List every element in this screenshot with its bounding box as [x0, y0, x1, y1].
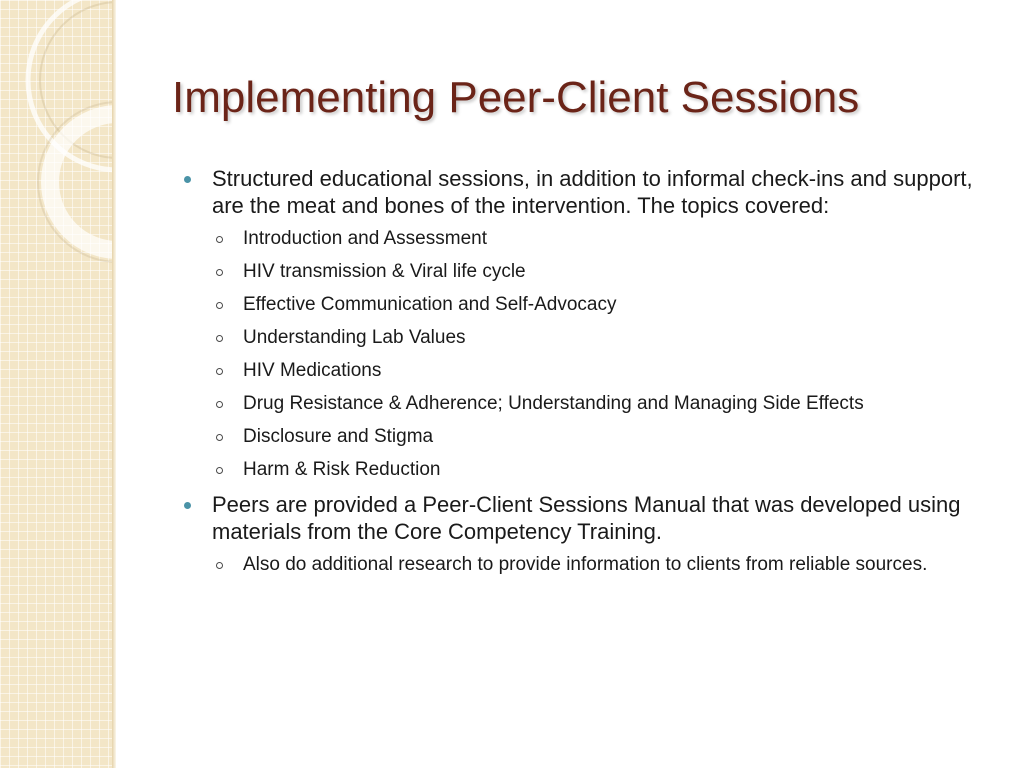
bullet-item: [184, 491, 1004, 545]
bullet-text: Structured educational sessions, in addition to informal check-ins and support, are the meat and bones of the intervention. The topics covered:: [212, 166, 973, 218]
sub-bullet-item: [184, 458, 1004, 482]
sub-bullet-item: [184, 227, 1004, 251]
sub-bullet-text: Disclosure and Stigma: [243, 426, 434, 447]
decorative-side-panel: [0, 0, 112, 768]
hollow-circle-icon: [216, 335, 223, 342]
sub-bullet-item: [184, 326, 1004, 350]
hollow-circle-icon: [216, 562, 223, 569]
decorative-rings: [0, 0, 112, 300]
hollow-circle-icon: [216, 302, 223, 309]
hollow-circle-icon: [216, 368, 223, 375]
hollow-circle-icon: [216, 236, 223, 243]
hollow-circle-icon: [216, 401, 223, 408]
slide-content: [184, 165, 1004, 586]
slide-title: Implementing Peer-Client Sessions: [172, 73, 860, 122]
sub-bullet-text: Understanding Lab Values: [243, 327, 466, 348]
manual-notes-list: [184, 553, 1004, 577]
hollow-circle-icon: [216, 269, 223, 276]
topics-list: [184, 227, 1004, 482]
sub-bullet-item: [184, 359, 1004, 383]
bullet-dot-icon: [184, 502, 191, 509]
hollow-circle-icon: [216, 467, 223, 474]
bullet-item: [184, 165, 1004, 219]
bullet-dot-icon: [184, 176, 191, 183]
sub-bullet-item: [184, 553, 1004, 577]
sub-bullet-item: [184, 260, 1004, 284]
hollow-circle-icon: [216, 434, 223, 441]
sub-bullet-text: HIV transmission & Viral life cycle: [243, 261, 526, 282]
sub-bullet-text: Harm & Risk Reduction: [243, 459, 441, 480]
sub-bullet-item: [184, 293, 1004, 317]
bullet-text: Peers are provided a Peer-Client Sessions Manual that was developed using materials from the Core Competency Training.: [212, 492, 961, 544]
sub-bullet-text: Effective Communication and Self-Advocacy: [243, 294, 617, 315]
sub-bullet-text: Drug Resistance & Adherence; Understanding and Managing Side Effects: [243, 393, 864, 414]
sub-bullet-text: HIV Medications: [243, 360, 382, 381]
sub-bullet-text: Also do additional research to provide information to clients from reliable sources.: [243, 554, 928, 575]
sub-bullet-text: Introduction and Assessment: [243, 228, 487, 249]
sub-bullet-item: [184, 425, 1004, 449]
sub-bullet-item: [184, 392, 1004, 416]
side-panel-edge: [112, 0, 116, 768]
